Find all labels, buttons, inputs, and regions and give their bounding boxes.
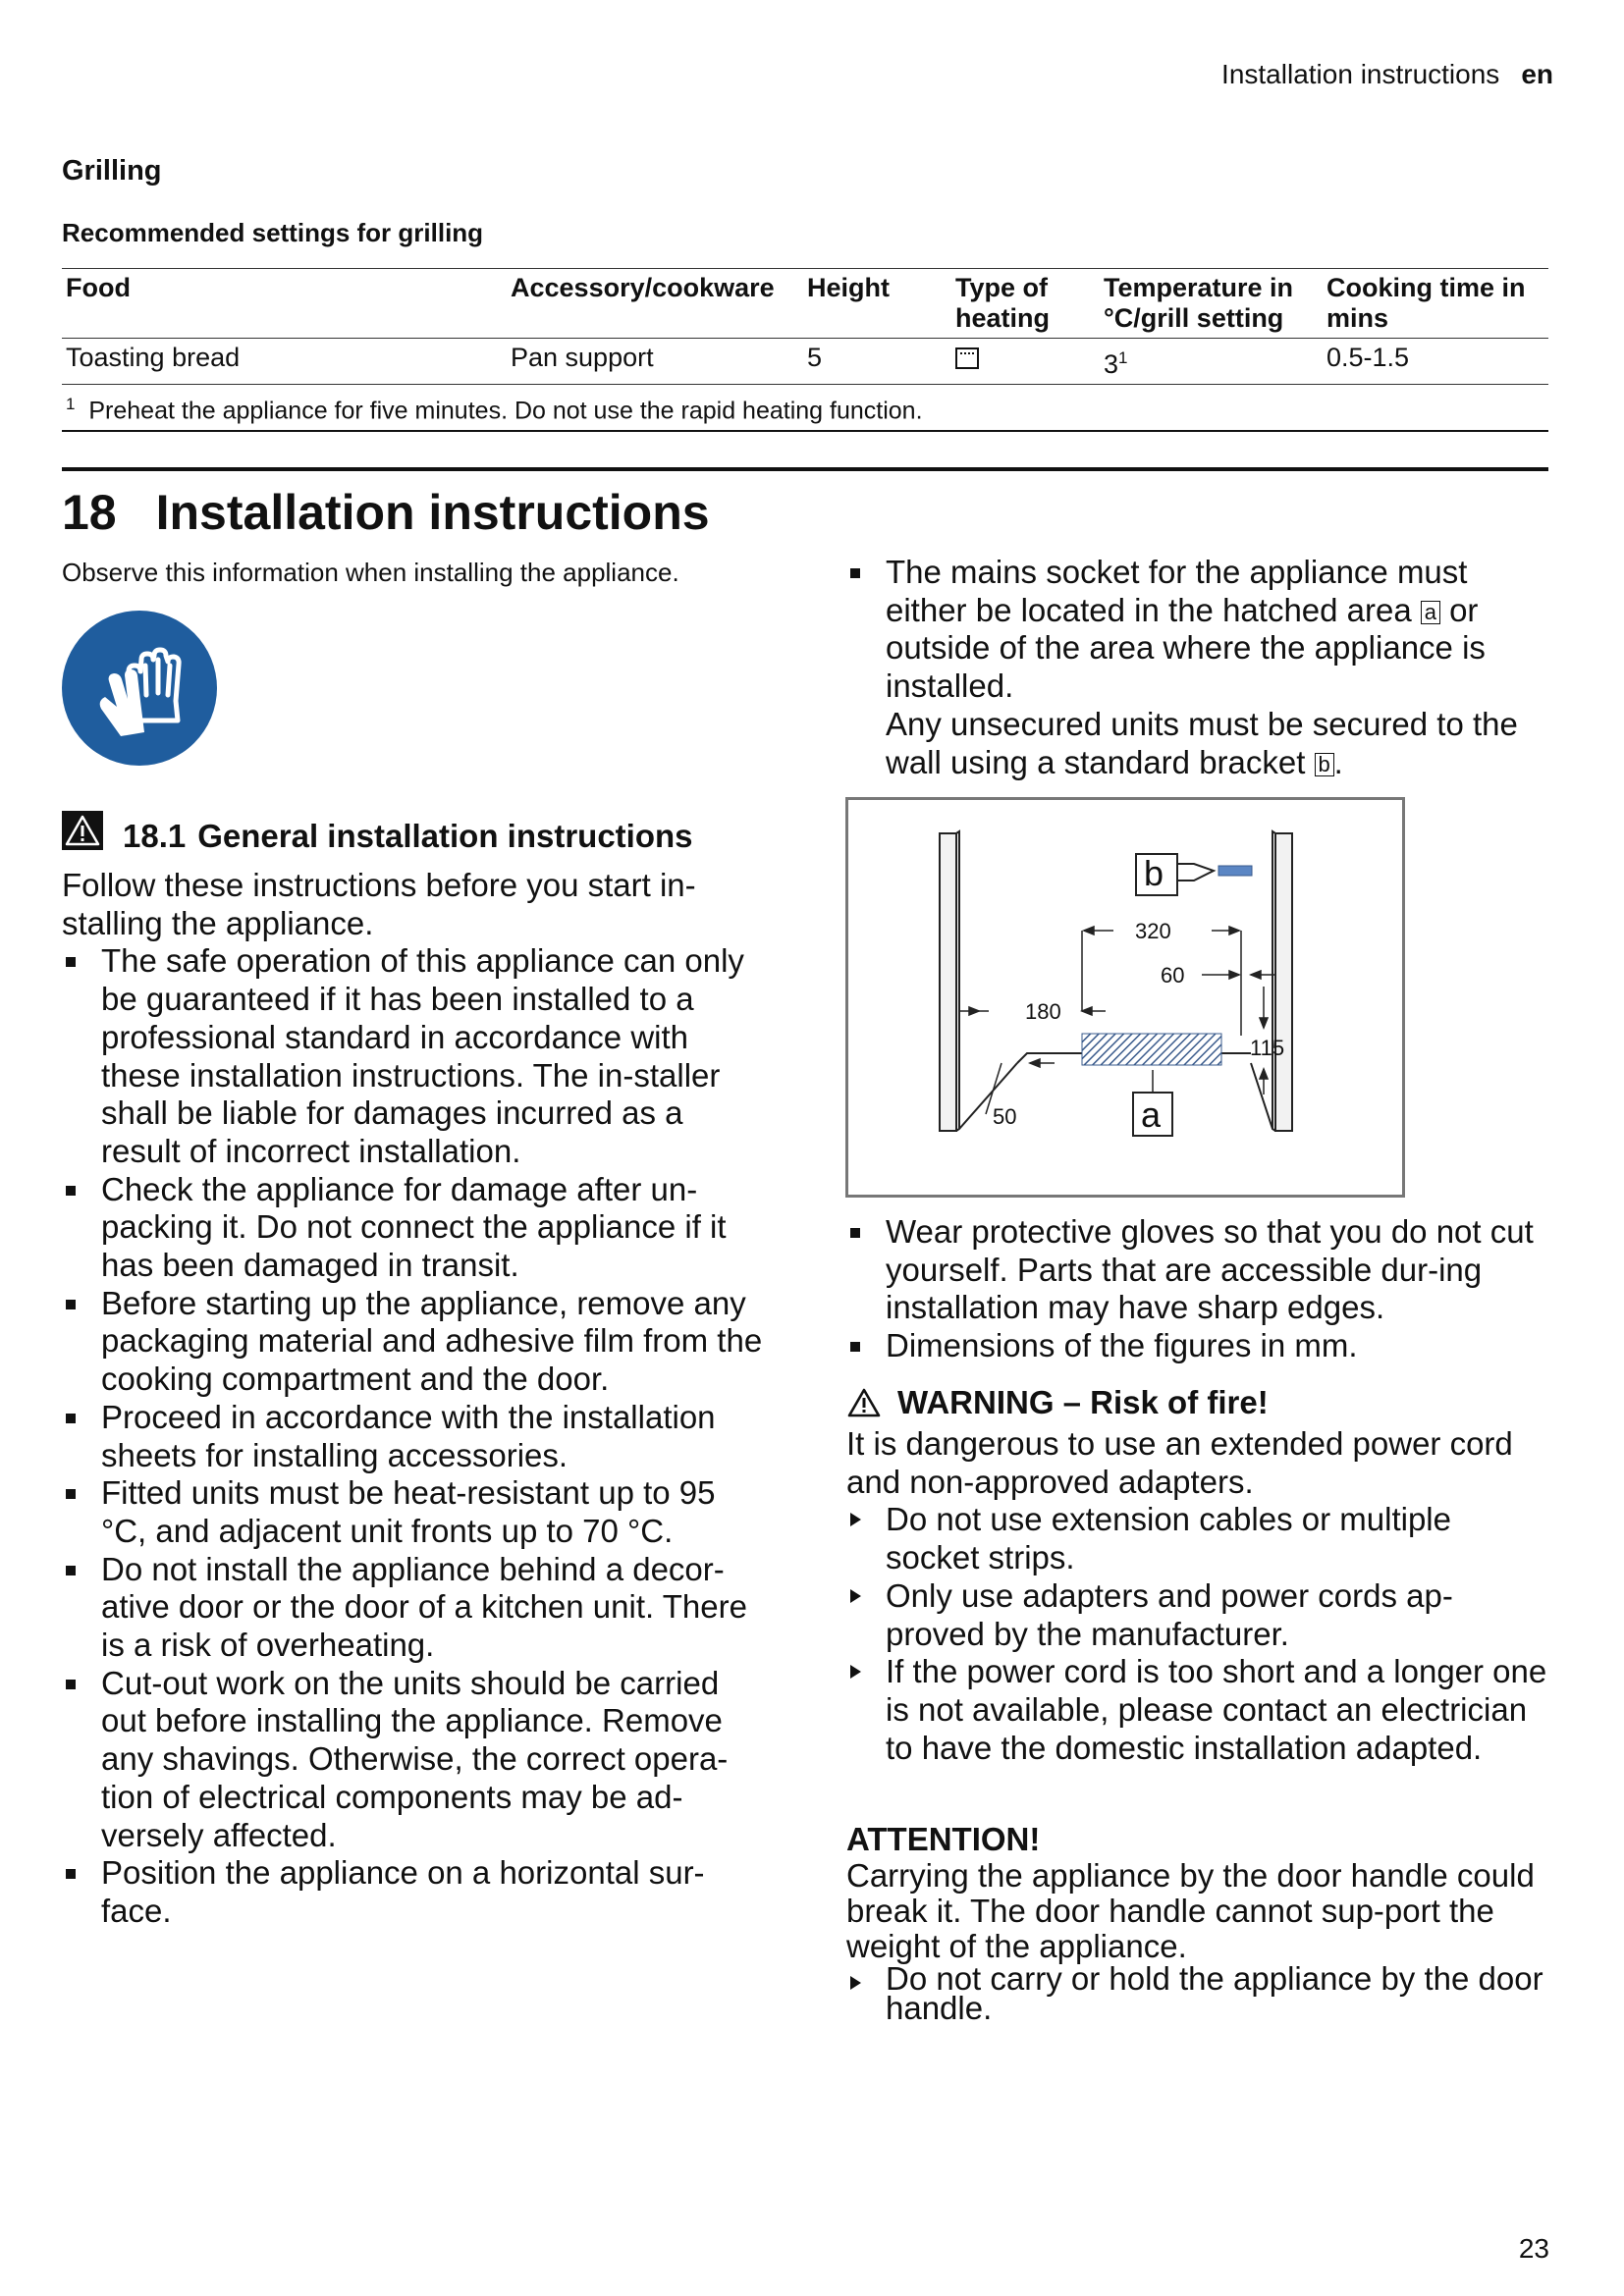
list-item: Cut-out work on the units should be carried out before installing the appliance. Remove any shavings. Otherwise, the correct opera-tion of electrical components may be ad-versely affected.: [62, 1665, 769, 1855]
section-intro: Observe this information when installing the appliance.: [62, 558, 679, 587]
list-item: Dimensions of the figures in mm.: [846, 1327, 1548, 1365]
table-row: [62, 339, 1548, 385]
warning-heading: WARNING – Risk of fire!: [846, 1384, 1269, 1421]
cell-food: Toasting bread: [66, 343, 241, 372]
col-accessory: Accessory/cookware: [511, 273, 775, 302]
dim-320: 320: [1135, 919, 1171, 943]
grilling-heading: Grilling: [62, 155, 162, 187]
general-list: [62, 942, 769, 1930]
dim-50: 50: [993, 1104, 1017, 1129]
dim-115: 115: [1250, 1036, 1285, 1060]
mark-a: a: [1421, 601, 1440, 624]
header-lang: en: [1521, 59, 1553, 89]
cell-heating: [951, 339, 1100, 385]
warning-text: It is dangerous to use an extended power cord and non-approved adapters.: [846, 1425, 1513, 1500]
protective-gloves-icon: [62, 611, 217, 766]
col-heating: Type of heating: [955, 273, 1051, 333]
col-height: Height: [807, 273, 890, 302]
list-item: Proceed in accordance with the installation sheets for installing accessories.: [62, 1399, 769, 1474]
section-rule: [62, 467, 1548, 471]
dim-60: 60: [1161, 963, 1185, 988]
list-item: The mains socket for the appliance must either be located in the hatched area a or outside of the area where the appliance is installed. Any unsecured units must be secured to the wall using a standard bracket b .: [846, 554, 1548, 781]
warning-icon: [62, 811, 103, 850]
col-food: Food: [66, 273, 131, 302]
mark-b: b: [1315, 753, 1334, 776]
warning-triangle-icon: [846, 1387, 882, 1418]
list-item: Do not install the appliance behind a decor-ative door or the door of a kitchen unit. There is a risk of overheating.: [62, 1551, 769, 1665]
attention-text: Carrying the appliance by the door handle could break it. The door handle cannot sup-port the weight of the appliance.: [846, 1857, 1535, 1964]
cell-accessory: Pan support: [511, 343, 654, 372]
table-footnote: $^1$ Preheat the appliance for five minutes. Do not use the rapid heating function.: [62, 385, 1548, 432]
cell-temperature: $3^1$: [1104, 348, 1128, 379]
label-a: a: [1141, 1095, 1162, 1135]
grill-icon: [955, 347, 979, 369]
col-time: Cooking time in mins: [1326, 273, 1526, 333]
list-item: Check the appliance for damage after un-packing it. Do not connect the appliance if it has been damaged in transit.: [62, 1171, 769, 1285]
list-item: Do not carry or hold the appliance by the door handle.: [846, 1964, 1548, 2023]
general-instructions: [62, 867, 769, 1931]
socket-instructions: [846, 554, 1548, 781]
section-title: 18 Installation instructions: [62, 485, 710, 540]
grilling-table: [62, 268, 1548, 432]
label-b: b: [1144, 853, 1164, 893]
cell-height: 5: [807, 343, 823, 372]
list-item: Wear protective gloves so that you do not cut yourself. Parts that are accessible dur-ing installation may have sharp edges.: [846, 1213, 1548, 1327]
installation-figure: [845, 797, 1405, 1198]
list-item: Before starting up the appliance, remove any packaging material and adhesive film from the cooking compartment and the door.: [62, 1285, 769, 1399]
list-item: Only use adapters and power cords ap-proved by the manufacturer.: [846, 1577, 1548, 1653]
general-heading: 18.1 General installation instructions: [62, 817, 693, 856]
general-lead: Follow these instructions before you start in-stalling the appliance.: [62, 867, 696, 941]
list-item: Do not use extension cables or multiple socket strips.: [846, 1501, 1548, 1576]
list-item: Fitted units must be heat-resistant up to 95 °C, and adjacent unit fronts up to 70 °C.: [62, 1474, 769, 1550]
page-header: [1221, 59, 1553, 90]
col-temperature: Temperature in °C/grill setting: [1104, 273, 1294, 333]
list-item: If the power cord is too short and a longer one is not available, please contact an electrician to have the domestic installation adapted.: [846, 1653, 1548, 1767]
grilling-table-title: Recommended settings for grilling: [62, 218, 484, 247]
cell-time: 0.5-1.5: [1326, 343, 1410, 372]
attention-block: [846, 1857, 1548, 2026]
installation-diagram: [848, 800, 1402, 1195]
warning-block: [846, 1425, 1548, 1767]
header-section: Installation instructions: [1221, 59, 1500, 89]
list-item: Position the appliance on a horizontal sur-face.: [62, 1854, 769, 1930]
page-number: 23: [1518, 2233, 1549, 2264]
list-item: The safe operation of this appliance can only be guaranteed if it has been installed to a professional standard in accordance with these installation instructions. The in-staller shall be liable for damages incurred as a result of incorrect installation.: [62, 942, 769, 1170]
extra-notes: [846, 1213, 1548, 1365]
attention-heading: ATTENTION!: [846, 1821, 1041, 1857]
dim-180: 180: [1025, 999, 1061, 1024]
